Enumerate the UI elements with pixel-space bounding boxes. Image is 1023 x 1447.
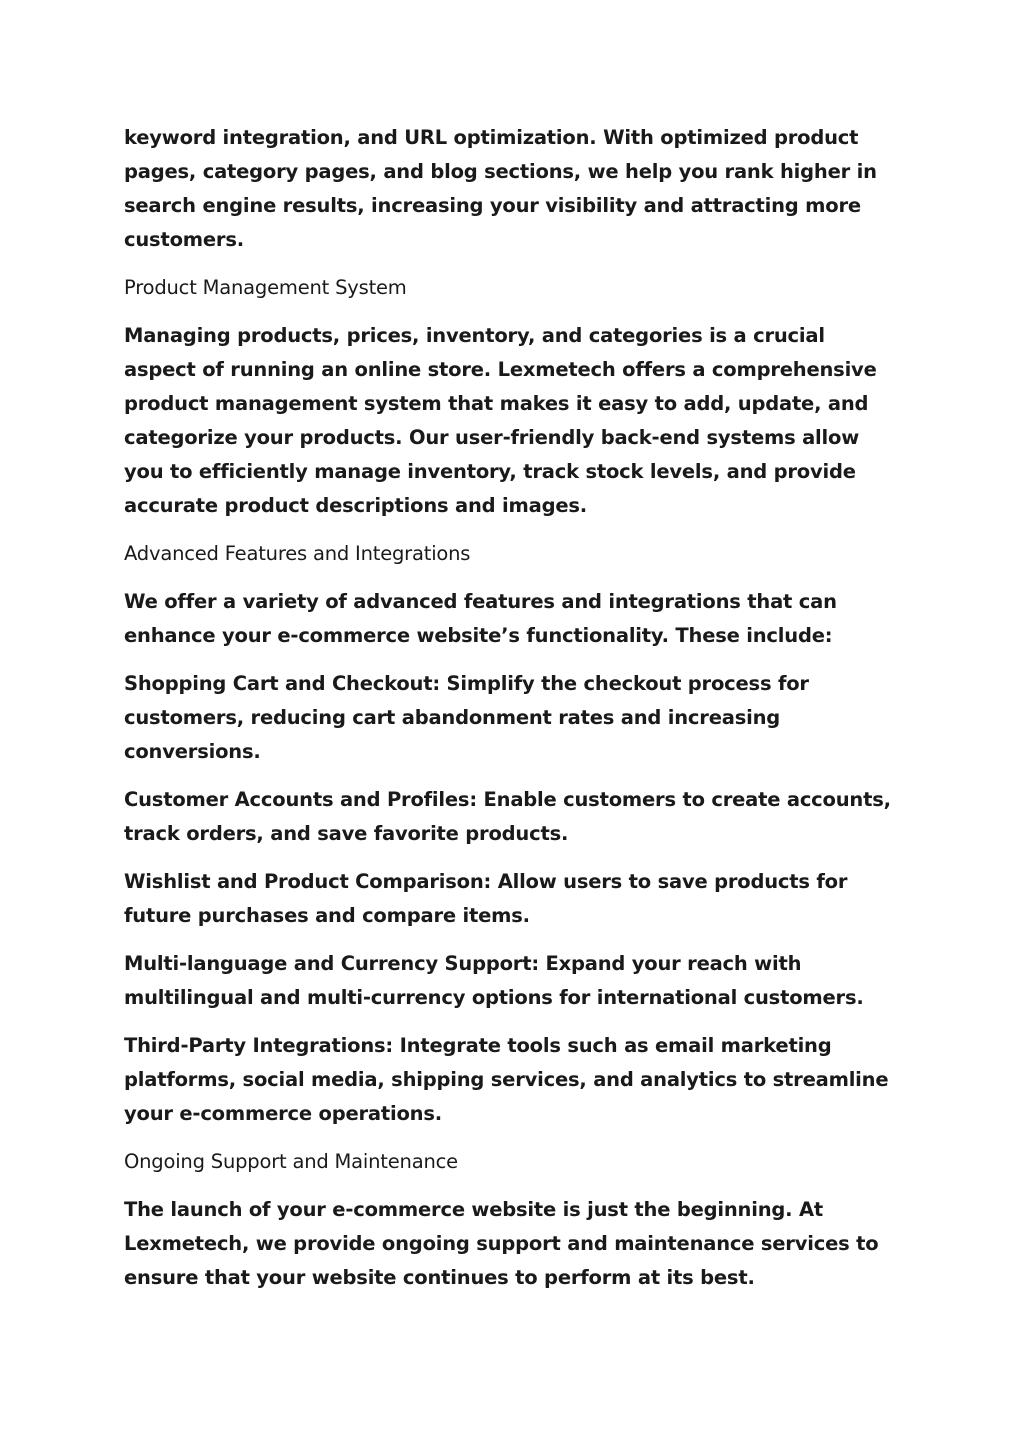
feature-item-multi-language: Multi-language and Currency Support: Expand your reach with multilingual and multi-currency options for international customers. <box>124 952 864 1009</box>
section-heading-ongoing-support: Ongoing Support and Maintenance <box>124 1150 458 1173</box>
feature-item-shopping-cart: Shopping Cart and Checkout: Simplify the checkout process for customers, reducing cart abandonment rates and increasing conversions. <box>124 672 809 763</box>
section-heading-product-management: Product Management System <box>124 276 407 299</box>
feature-item-third-party: Third-Party Integrations: Integrate tools such as email marketing platforms, social media, shipping services, and analytics to streamline your e-commerce operations. <box>124 1034 889 1125</box>
product-management-paragraph: Managing products, prices, inventory, and categories is a crucial aspect of running an online store. Lexmetech offers a comprehensive product management system that makes it easy to add, update, and categorize your products. Our user-friendly back-end systems allow you to efficiently manage inventory, track stock levels, and provide accurate product descriptions and images. <box>124 324 877 517</box>
document-page <box>124 121 899 1309</box>
feature-item-customer-accounts: Customer Accounts and Profiles: Enable customers to create accounts, track orders, and save favorite products. <box>124 788 891 845</box>
advanced-features-intro-paragraph: We offer a variety of advanced features and integrations that can enhance your e-commerce website’s functionality. These include: <box>124 590 837 647</box>
section-heading-advanced-features: Advanced Features and Integrations <box>124 542 471 565</box>
ongoing-support-paragraph: The launch of your e-commerce website is just the beginning. At Lexmetech, we provide ongoing support and maintenance services to ensure that your website continues to perform at its best. <box>124 1198 879 1289</box>
feature-item-wishlist: Wishlist and Product Comparison: Allow users to save products for future purchases and compare items. <box>124 870 848 927</box>
seo-paragraph: keyword integration, and URL optimization. With optimized product pages, category pages, and blog sections, we help you rank higher in search engine results, increasing your visibility and attracting more customers. <box>124 126 877 251</box>
